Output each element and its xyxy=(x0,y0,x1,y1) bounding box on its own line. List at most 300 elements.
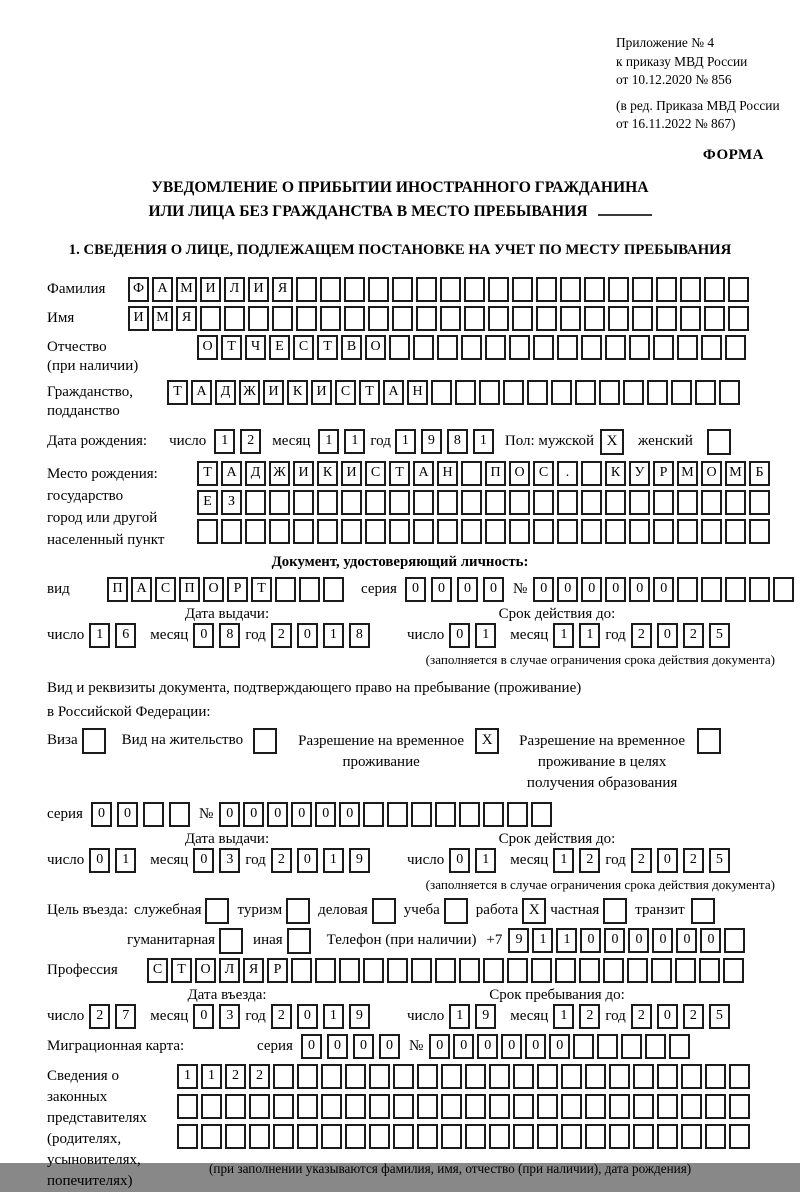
char-cell[interactable]: 0 xyxy=(193,1004,214,1029)
char-cell[interactable] xyxy=(555,958,576,983)
char-cell[interactable] xyxy=(647,380,668,405)
char-cell[interactable]: 0 xyxy=(652,928,673,953)
char-cell[interactable]: О xyxy=(203,577,224,602)
char-cell[interactable]: Е xyxy=(197,490,218,515)
char-cell[interactable] xyxy=(657,1064,678,1089)
char-cell[interactable]: 9 xyxy=(349,848,370,873)
char-cell[interactable]: О xyxy=(197,335,218,360)
char-cell[interactable] xyxy=(389,519,410,544)
char-cell[interactable] xyxy=(341,519,362,544)
char-cell[interactable]: 2 xyxy=(271,623,292,648)
purpose-humanitarian-checkbox[interactable] xyxy=(219,928,243,954)
char-cell[interactable]: А xyxy=(152,277,173,302)
char-cell[interactable] xyxy=(627,958,648,983)
char-cell[interactable] xyxy=(749,490,770,515)
char-cell[interactable] xyxy=(561,1124,582,1149)
char-cell[interactable] xyxy=(531,802,552,827)
char-cell[interactable] xyxy=(677,335,698,360)
char-cell[interactable]: С xyxy=(293,335,314,360)
char-cell[interactable] xyxy=(728,277,749,302)
char-cell[interactable] xyxy=(483,802,504,827)
char-cell[interactable]: 0 xyxy=(700,928,721,953)
char-cell[interactable]: 0 xyxy=(89,848,110,873)
char-cell[interactable]: 1 xyxy=(214,429,235,454)
char-cell[interactable] xyxy=(321,1124,342,1149)
char-cell[interactable] xyxy=(633,1064,654,1089)
char-cell[interactable] xyxy=(321,1094,342,1119)
char-cell[interactable] xyxy=(345,1064,366,1089)
char-cell[interactable] xyxy=(629,335,650,360)
char-cell[interactable]: И xyxy=(263,380,284,405)
char-cell[interactable]: 0 xyxy=(657,848,678,873)
char-cell[interactable]: 0 xyxy=(315,802,336,827)
char-cell[interactable] xyxy=(273,1094,294,1119)
char-cell[interactable]: А xyxy=(383,380,404,405)
char-cell[interactable] xyxy=(704,277,725,302)
char-cell[interactable] xyxy=(143,802,164,827)
char-cell[interactable] xyxy=(509,519,530,544)
temp-permit-checkbox[interactable]: X xyxy=(475,728,499,754)
char-cell[interactable]: 1 xyxy=(323,623,344,648)
char-cell[interactable] xyxy=(633,1124,654,1149)
char-cell[interactable]: 0 xyxy=(549,1034,570,1059)
char-cell[interactable] xyxy=(513,1064,534,1089)
char-cell[interactable] xyxy=(221,519,242,544)
char-cell[interactable]: С xyxy=(335,380,356,405)
char-cell[interactable]: 0 xyxy=(580,928,601,953)
char-cell[interactable]: 1 xyxy=(323,1004,344,1029)
char-cell[interactable] xyxy=(225,1094,246,1119)
purpose-study-checkbox[interactable] xyxy=(444,898,468,924)
char-cell[interactable] xyxy=(513,1124,534,1149)
char-cell[interactable] xyxy=(509,490,530,515)
char-cell[interactable] xyxy=(573,1034,594,1059)
char-cell[interactable] xyxy=(455,380,476,405)
purpose-work-checkbox[interactable]: X xyxy=(522,898,546,924)
char-cell[interactable]: 1 xyxy=(177,1064,198,1089)
char-cell[interactable]: 0 xyxy=(657,1004,678,1029)
char-cell[interactable] xyxy=(431,380,452,405)
char-cell[interactable]: Т xyxy=(389,461,410,486)
char-cell[interactable] xyxy=(608,277,629,302)
char-cell[interactable]: 0 xyxy=(653,577,674,602)
char-cell[interactable]: 8 xyxy=(219,623,240,648)
char-cell[interactable] xyxy=(201,1094,222,1119)
char-cell[interactable] xyxy=(584,306,605,331)
char-cell[interactable]: 3 xyxy=(219,1004,240,1029)
char-cell[interactable]: 0 xyxy=(429,1034,450,1059)
char-cell[interactable]: Т xyxy=(197,461,218,486)
char-cell[interactable] xyxy=(584,277,605,302)
char-cell[interactable]: К xyxy=(287,380,308,405)
char-cell[interactable] xyxy=(387,802,408,827)
char-cell[interactable] xyxy=(656,277,677,302)
char-cell[interactable] xyxy=(177,1094,198,1119)
char-cell[interactable] xyxy=(725,577,746,602)
char-cell[interactable] xyxy=(609,1064,630,1089)
char-cell[interactable] xyxy=(537,1094,558,1119)
char-cell[interactable] xyxy=(749,519,770,544)
char-cell[interactable] xyxy=(557,490,578,515)
char-cell[interactable]: А xyxy=(191,380,212,405)
char-cell[interactable] xyxy=(729,1064,750,1089)
char-cell[interactable] xyxy=(365,490,386,515)
char-cell[interactable]: 7 xyxy=(115,1004,136,1029)
sex-male-checkbox[interactable]: X xyxy=(600,429,624,455)
char-cell[interactable] xyxy=(465,1064,486,1089)
char-cell[interactable] xyxy=(317,519,338,544)
char-cell[interactable]: Н xyxy=(437,461,458,486)
char-cell[interactable] xyxy=(320,277,341,302)
char-cell[interactable] xyxy=(513,1094,534,1119)
char-cell[interactable]: П xyxy=(107,577,128,602)
char-cell[interactable] xyxy=(701,335,722,360)
char-cell[interactable]: С xyxy=(365,461,386,486)
char-cell[interactable] xyxy=(417,1094,438,1119)
char-cell[interactable]: 8 xyxy=(349,623,370,648)
char-cell[interactable] xyxy=(440,277,461,302)
char-cell[interactable] xyxy=(533,335,554,360)
char-cell[interactable]: 1 xyxy=(553,1004,574,1029)
char-cell[interactable] xyxy=(632,306,653,331)
char-cell[interactable] xyxy=(728,306,749,331)
char-cell[interactable]: 3 xyxy=(219,848,240,873)
char-cell[interactable]: 0 xyxy=(291,802,312,827)
char-cell[interactable]: 0 xyxy=(676,928,697,953)
char-cell[interactable] xyxy=(416,306,437,331)
char-cell[interactable] xyxy=(749,577,770,602)
char-cell[interactable] xyxy=(651,958,672,983)
char-cell[interactable]: 0 xyxy=(449,623,470,648)
char-cell[interactable] xyxy=(339,958,360,983)
char-cell[interactable] xyxy=(459,802,480,827)
char-cell[interactable]: 0 xyxy=(193,623,214,648)
char-cell[interactable] xyxy=(557,335,578,360)
char-cell[interactable]: 0 xyxy=(483,577,504,602)
char-cell[interactable]: 2 xyxy=(631,848,652,873)
char-cell[interactable] xyxy=(344,306,365,331)
char-cell[interactable] xyxy=(201,1124,222,1149)
char-cell[interactable]: 2 xyxy=(89,1004,110,1029)
char-cell[interactable] xyxy=(315,958,336,983)
char-cell[interactable] xyxy=(393,1064,414,1089)
char-cell[interactable]: 2 xyxy=(579,848,600,873)
char-cell[interactable] xyxy=(657,1094,678,1119)
char-cell[interactable]: 0 xyxy=(267,802,288,827)
char-cell[interactable] xyxy=(417,1124,438,1149)
char-cell[interactable] xyxy=(699,958,720,983)
char-cell[interactable] xyxy=(605,519,626,544)
char-cell[interactable]: 0 xyxy=(629,577,650,602)
char-cell[interactable]: Ч xyxy=(245,335,266,360)
char-cell[interactable]: К xyxy=(605,461,626,486)
char-cell[interactable] xyxy=(507,958,528,983)
char-cell[interactable] xyxy=(629,519,650,544)
char-cell[interactable] xyxy=(297,1094,318,1119)
char-cell[interactable]: 0 xyxy=(297,1004,318,1029)
char-cell[interactable]: 8 xyxy=(447,429,468,454)
char-cell[interactable] xyxy=(605,335,626,360)
char-cell[interactable]: С xyxy=(533,461,554,486)
char-cell[interactable] xyxy=(297,1064,318,1089)
char-cell[interactable] xyxy=(671,380,692,405)
char-cell[interactable]: Д xyxy=(245,461,266,486)
char-cell[interactable]: 6 xyxy=(115,623,136,648)
char-cell[interactable]: Т xyxy=(317,335,338,360)
char-cell[interactable] xyxy=(269,490,290,515)
char-cell[interactable] xyxy=(536,306,557,331)
char-cell[interactable]: Р xyxy=(267,958,288,983)
char-cell[interactable] xyxy=(392,306,413,331)
char-cell[interactable] xyxy=(365,519,386,544)
char-cell[interactable]: М xyxy=(677,461,698,486)
char-cell[interactable] xyxy=(701,519,722,544)
char-cell[interactable] xyxy=(249,1124,270,1149)
char-cell[interactable]: Р xyxy=(653,461,674,486)
char-cell[interactable]: М xyxy=(176,277,197,302)
char-cell[interactable]: Т xyxy=(221,335,242,360)
char-cell[interactable] xyxy=(645,1034,666,1059)
char-cell[interactable] xyxy=(363,802,384,827)
char-cell[interactable] xyxy=(557,519,578,544)
char-cell[interactable] xyxy=(701,577,722,602)
char-cell[interactable]: 1 xyxy=(473,429,494,454)
char-cell[interactable] xyxy=(677,577,698,602)
char-cell[interactable] xyxy=(581,461,602,486)
char-cell[interactable] xyxy=(363,958,384,983)
char-cell[interactable]: 0 xyxy=(657,623,678,648)
char-cell[interactable]: А xyxy=(413,461,434,486)
char-cell[interactable]: 5 xyxy=(709,623,730,648)
char-cell[interactable]: А xyxy=(221,461,242,486)
char-cell[interactable]: 1 xyxy=(449,1004,470,1029)
char-cell[interactable] xyxy=(503,380,524,405)
char-cell[interactable] xyxy=(551,380,572,405)
char-cell[interactable]: 9 xyxy=(508,928,529,953)
char-cell[interactable]: 0 xyxy=(525,1034,546,1059)
char-cell[interactable] xyxy=(585,1064,606,1089)
char-cell[interactable]: 1 xyxy=(556,928,577,953)
char-cell[interactable] xyxy=(225,1124,246,1149)
char-cell[interactable]: 9 xyxy=(349,1004,370,1029)
char-cell[interactable] xyxy=(224,306,245,331)
char-cell[interactable] xyxy=(681,1124,702,1149)
char-cell[interactable]: И xyxy=(200,277,221,302)
char-cell[interactable] xyxy=(293,519,314,544)
char-cell[interactable] xyxy=(413,519,434,544)
char-cell[interactable] xyxy=(389,490,410,515)
char-cell[interactable]: 2 xyxy=(631,623,652,648)
char-cell[interactable]: 2 xyxy=(683,848,704,873)
char-cell[interactable] xyxy=(681,1094,702,1119)
char-cell[interactable]: 0 xyxy=(301,1034,322,1059)
char-cell[interactable] xyxy=(245,519,266,544)
char-cell[interactable] xyxy=(393,1124,414,1149)
char-cell[interactable]: О xyxy=(701,461,722,486)
char-cell[interactable] xyxy=(465,1124,486,1149)
char-cell[interactable] xyxy=(507,802,528,827)
char-cell[interactable]: Я xyxy=(243,958,264,983)
char-cell[interactable] xyxy=(677,490,698,515)
char-cell[interactable]: 1 xyxy=(553,623,574,648)
char-cell[interactable] xyxy=(464,306,485,331)
char-cell[interactable]: 5 xyxy=(709,1004,730,1029)
char-cell[interactable] xyxy=(561,1064,582,1089)
char-cell[interactable]: 0 xyxy=(117,802,138,827)
char-cell[interactable]: Н xyxy=(407,380,428,405)
char-cell[interactable] xyxy=(599,380,620,405)
char-cell[interactable]: 1 xyxy=(553,848,574,873)
char-cell[interactable]: 1 xyxy=(318,429,339,454)
char-cell[interactable] xyxy=(681,1064,702,1089)
char-cell[interactable] xyxy=(441,1094,462,1119)
char-cell[interactable]: 0 xyxy=(449,848,470,873)
char-cell[interactable] xyxy=(773,577,794,602)
char-cell[interactable] xyxy=(465,1094,486,1119)
char-cell[interactable] xyxy=(527,380,548,405)
char-cell[interactable] xyxy=(675,958,696,983)
char-cell[interactable] xyxy=(389,335,410,360)
char-cell[interactable] xyxy=(272,306,293,331)
char-cell[interactable] xyxy=(680,277,701,302)
char-cell[interactable]: Б xyxy=(749,461,770,486)
char-cell[interactable]: Я xyxy=(272,277,293,302)
char-cell[interactable]: 0 xyxy=(297,623,318,648)
char-cell[interactable] xyxy=(597,1034,618,1059)
char-cell[interactable] xyxy=(483,958,504,983)
char-cell[interactable]: 0 xyxy=(353,1034,374,1059)
char-cell[interactable]: С xyxy=(147,958,168,983)
char-cell[interactable] xyxy=(609,1094,630,1119)
char-cell[interactable] xyxy=(512,277,533,302)
char-cell[interactable]: 0 xyxy=(219,802,240,827)
char-cell[interactable] xyxy=(680,306,701,331)
char-cell[interactable] xyxy=(489,1064,510,1089)
char-cell[interactable] xyxy=(725,335,746,360)
char-cell[interactable] xyxy=(275,577,296,602)
char-cell[interactable]: 2 xyxy=(579,1004,600,1029)
char-cell[interactable] xyxy=(723,958,744,983)
char-cell[interactable] xyxy=(345,1124,366,1149)
char-cell[interactable] xyxy=(369,1124,390,1149)
char-cell[interactable]: Я xyxy=(176,306,197,331)
char-cell[interactable] xyxy=(291,958,312,983)
purpose-official-checkbox[interactable] xyxy=(205,898,229,924)
char-cell[interactable]: 1 xyxy=(115,848,136,873)
char-cell[interactable]: 0 xyxy=(327,1034,348,1059)
char-cell[interactable] xyxy=(560,306,581,331)
char-cell[interactable]: 1 xyxy=(344,429,365,454)
char-cell[interactable]: 0 xyxy=(557,577,578,602)
char-cell[interactable]: 1 xyxy=(89,623,110,648)
char-cell[interactable] xyxy=(677,519,698,544)
char-cell[interactable] xyxy=(729,1124,750,1149)
char-cell[interactable]: 0 xyxy=(457,577,478,602)
char-cell[interactable]: 1 xyxy=(323,848,344,873)
char-cell[interactable]: 2 xyxy=(240,429,261,454)
char-cell[interactable] xyxy=(695,380,716,405)
char-cell[interactable] xyxy=(169,802,190,827)
char-cell[interactable]: Ф xyxy=(128,277,149,302)
char-cell[interactable]: П xyxy=(485,461,506,486)
char-cell[interactable] xyxy=(656,306,677,331)
char-cell[interactable] xyxy=(461,490,482,515)
char-cell[interactable] xyxy=(485,490,506,515)
char-cell[interactable] xyxy=(657,1124,678,1149)
char-cell[interactable] xyxy=(705,1064,726,1089)
char-cell[interactable]: В xyxy=(341,335,362,360)
char-cell[interactable] xyxy=(368,306,389,331)
char-cell[interactable] xyxy=(387,958,408,983)
char-cell[interactable] xyxy=(585,1094,606,1119)
char-cell[interactable] xyxy=(705,1094,726,1119)
char-cell[interactable] xyxy=(585,1124,606,1149)
char-cell[interactable]: О xyxy=(365,335,386,360)
char-cell[interactable]: Ж xyxy=(239,380,260,405)
char-cell[interactable]: И xyxy=(341,461,362,486)
char-cell[interactable]: 0 xyxy=(339,802,360,827)
char-cell[interactable]: 2 xyxy=(225,1064,246,1089)
char-cell[interactable]: 1 xyxy=(201,1064,222,1089)
char-cell[interactable] xyxy=(297,1124,318,1149)
sex-female-checkbox[interactable] xyxy=(707,429,731,455)
char-cell[interactable] xyxy=(393,1094,414,1119)
char-cell[interactable] xyxy=(323,577,344,602)
char-cell[interactable] xyxy=(341,490,362,515)
char-cell[interactable] xyxy=(296,306,317,331)
char-cell[interactable] xyxy=(344,277,365,302)
char-cell[interactable]: Р xyxy=(227,577,248,602)
char-cell[interactable]: М xyxy=(725,461,746,486)
char-cell[interactable]: . xyxy=(557,461,578,486)
char-cell[interactable] xyxy=(437,519,458,544)
char-cell[interactable] xyxy=(197,519,218,544)
char-cell[interactable] xyxy=(632,277,653,302)
char-cell[interactable] xyxy=(621,1034,642,1059)
char-cell[interactable]: 2 xyxy=(631,1004,652,1029)
char-cell[interactable] xyxy=(608,306,629,331)
char-cell[interactable]: Е xyxy=(269,335,290,360)
char-cell[interactable]: О xyxy=(509,461,530,486)
char-cell[interactable] xyxy=(417,1064,438,1089)
char-cell[interactable]: 0 xyxy=(501,1034,522,1059)
char-cell[interactable]: У xyxy=(629,461,650,486)
char-cell[interactable]: Ж xyxy=(269,461,290,486)
char-cell[interactable]: 0 xyxy=(431,577,452,602)
char-cell[interactable] xyxy=(437,490,458,515)
char-cell[interactable]: Т xyxy=(171,958,192,983)
char-cell[interactable]: И xyxy=(311,380,332,405)
char-cell[interactable] xyxy=(488,277,509,302)
char-cell[interactable] xyxy=(629,490,650,515)
char-cell[interactable]: К xyxy=(317,461,338,486)
char-cell[interactable]: 1 xyxy=(395,429,416,454)
char-cell[interactable] xyxy=(581,519,602,544)
char-cell[interactable] xyxy=(320,306,341,331)
char-cell[interactable] xyxy=(603,958,624,983)
char-cell[interactable]: Д xyxy=(215,380,236,405)
char-cell[interactable]: И xyxy=(128,306,149,331)
char-cell[interactable] xyxy=(533,490,554,515)
char-cell[interactable] xyxy=(411,802,432,827)
char-cell[interactable]: З xyxy=(221,490,242,515)
char-cell[interactable] xyxy=(719,380,740,405)
char-cell[interactable] xyxy=(725,519,746,544)
char-cell[interactable]: 0 xyxy=(581,577,602,602)
char-cell[interactable]: 0 xyxy=(243,802,264,827)
char-cell[interactable]: 2 xyxy=(683,623,704,648)
char-cell[interactable] xyxy=(512,306,533,331)
